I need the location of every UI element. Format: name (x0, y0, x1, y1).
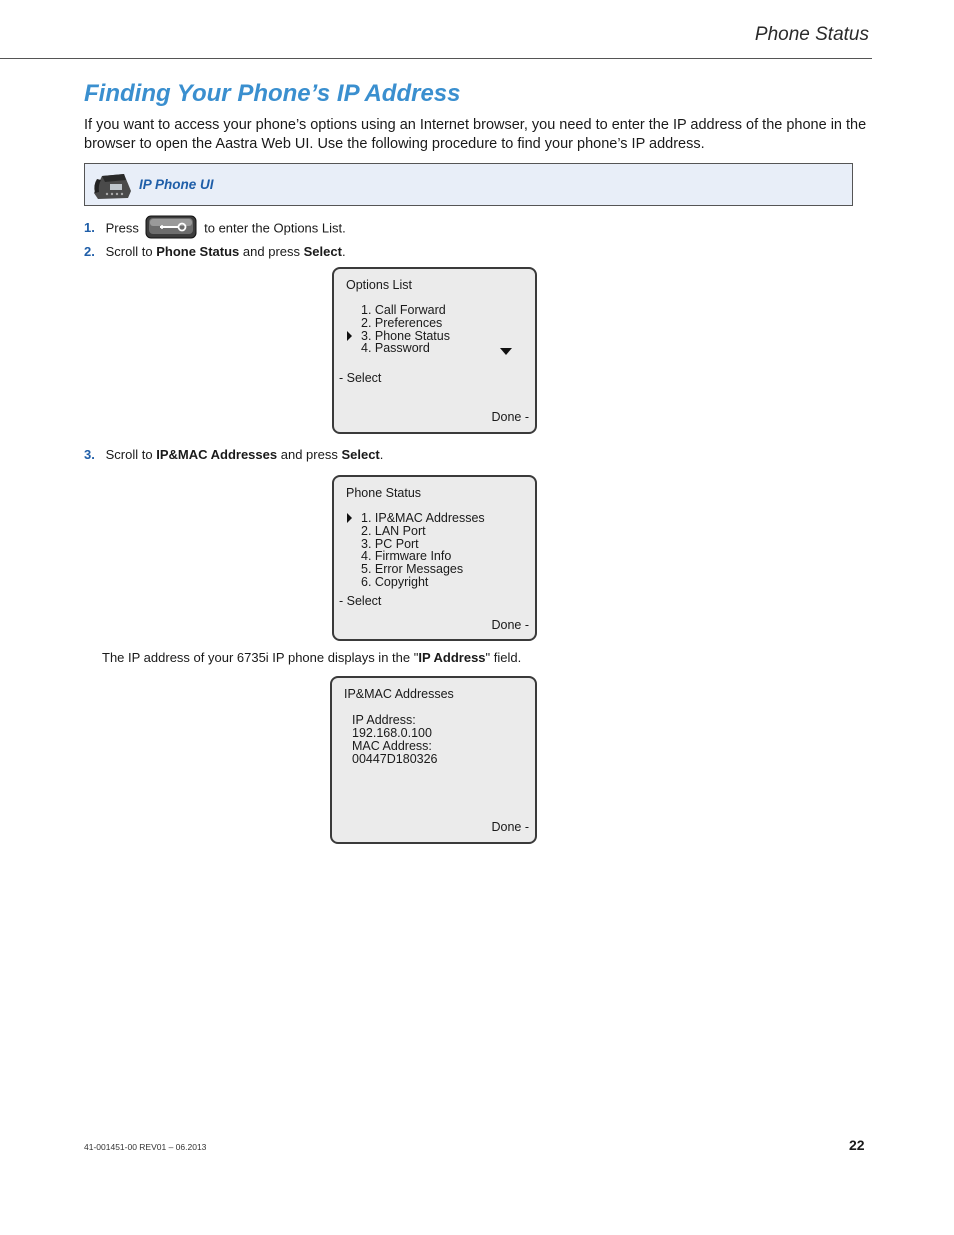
selection-pointer-icon (347, 513, 352, 523)
menu-item: 1. Call Forward (361, 303, 446, 317)
menu-item: 3. Phone Status (361, 328, 450, 343)
done-softkey: Done - (491, 618, 529, 632)
menu-item: 4. Password (361, 341, 430, 356)
select-softkey: - Select (339, 371, 382, 385)
desk-phone-icon (90, 171, 134, 201)
menu-item: 2. LAN Port (361, 523, 426, 538)
options-key-icon (145, 215, 197, 239)
mac-address-label: MAC Address: (352, 739, 432, 753)
ip-phone-ui-banner (84, 163, 853, 206)
note-text: " field. (485, 650, 522, 665)
note-emphasis: IP Address (418, 650, 486, 665)
intro-paragraph: If you want to access your phone’s options using an Internet browser, you need to enter the IP address of the phone in the browser to open the Aastra Web UI. Use the following procedure to find your phone’s IP address. (84, 117, 867, 152)
menu-item: 6. Copyright (361, 574, 429, 589)
document-id: 41-001451-00 REV01 – 06.2013 (84, 1142, 207, 1152)
ip-address-note (102, 650, 521, 665)
done-softkey: Done - (491, 820, 529, 834)
screen-title: Options List (346, 278, 413, 292)
screen-title: Phone Status (346, 486, 422, 500)
menu-item: 5. Error Messages (361, 562, 464, 577)
step-text: to enter the Options List. (204, 220, 346, 236)
status-menu (361, 512, 485, 589)
step-emphasis: Phone Status (156, 244, 240, 259)
menu-item: 1. IP&MAC Addresses (361, 511, 485, 525)
step-3 (84, 447, 383, 462)
step-text: Scroll to (105, 447, 153, 462)
step-text: . (379, 447, 384, 462)
section-title: Finding Your Phone’s IP Address (84, 80, 461, 107)
step-text: and press (242, 244, 301, 259)
note-text: The IP address of your 6735i IP phone displays in the " (102, 650, 419, 665)
step-text: Press (105, 220, 139, 236)
ip-phone-ui-label: IP Phone UI (139, 177, 214, 192)
ip-address-value: 192.168.0.100 (352, 726, 432, 740)
ip-address-label: IP Address: (352, 713, 416, 727)
step-number: 3. (84, 447, 95, 462)
options-list-screen (332, 267, 537, 434)
address-details (352, 714, 438, 766)
mac-address-value: 00447D180326 (352, 752, 438, 766)
page-number: 22 (849, 1137, 865, 1153)
phone-status-screen (332, 475, 537, 641)
step-2 (84, 244, 346, 259)
screen-title: IP&MAC Addresses (344, 687, 454, 701)
menu-item: 3. PC Port (361, 536, 419, 551)
step-emphasis: IP&MAC Addresses (156, 447, 278, 462)
header-divider (0, 58, 872, 59)
step-emphasis: Select (303, 244, 342, 259)
scroll-down-arrow-icon (500, 348, 512, 355)
step-text: Scroll to (105, 244, 153, 259)
menu-item: 4. Firmware Info (361, 549, 452, 564)
step-text: . (341, 244, 346, 259)
select-softkey: - Select (339, 594, 382, 608)
step-1 (84, 217, 346, 241)
step-emphasis: Select (341, 447, 380, 462)
running-header: Phone Status (754, 24, 869, 45)
options-menu (361, 304, 450, 355)
menu-item: 2. Preferences (361, 315, 443, 330)
ip-mac-addresses-screen (330, 676, 537, 844)
done-softkey: Done - (491, 410, 529, 424)
step-text: and press (280, 447, 338, 462)
selection-pointer-icon (347, 331, 352, 341)
step-number: 1. (84, 220, 95, 236)
step-number: 2. (84, 244, 95, 259)
